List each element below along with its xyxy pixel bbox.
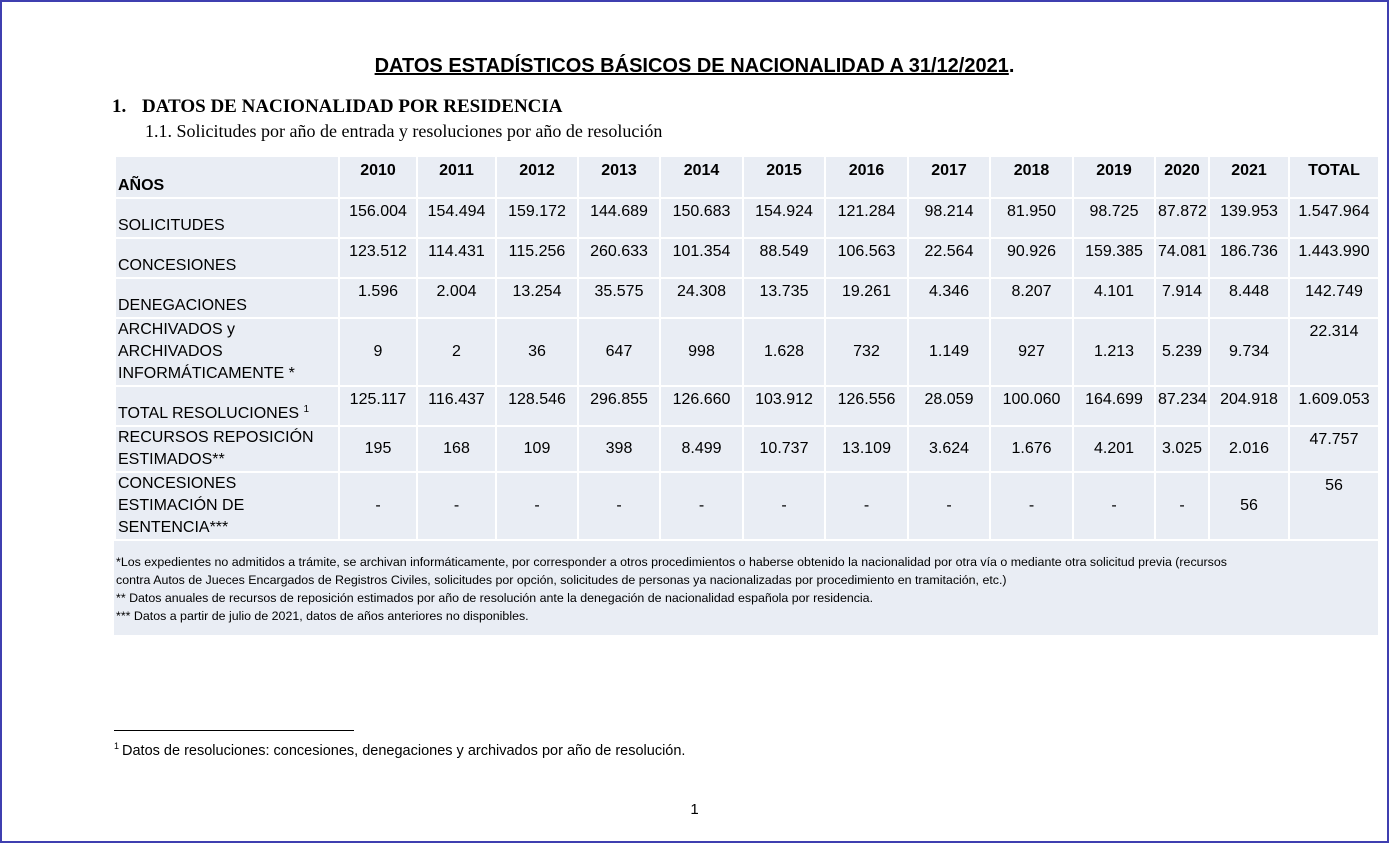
table-notes: [114, 541, 1378, 635]
table-cell: 35.575: [578, 278, 660, 318]
column-header: 2021: [1209, 156, 1289, 198]
table-cell: 139.953: [1209, 198, 1289, 238]
table-note: *Los expedientes no admitidos a trámite, se archivan informáticamente, por corresponder a otros procedimientos o haberse obtenido la nacionalidad por otra vía o mediante otra solicitud previa (recursos: [116, 555, 1227, 569]
table-cell: 109: [496, 426, 578, 472]
table-cell: 1.213: [1073, 318, 1155, 386]
table-cell: 159.172: [496, 198, 578, 238]
table-cell: -: [578, 472, 660, 540]
row-label: ARCHIVADOS y ARCHIVADOS INFORMÁTICAMENTE *: [115, 318, 339, 386]
table-cell: 154.494: [417, 198, 496, 238]
table-cell: 1.596: [339, 278, 417, 318]
row-label-text: TOTAL RESOLUCIONES: [118, 405, 300, 422]
table-cell-total: 47.757: [1289, 426, 1379, 472]
table-cell: 1.676: [990, 426, 1073, 472]
footnote-reference: 1: [303, 404, 310, 415]
table-cell: -: [908, 472, 990, 540]
table-cell: 87.872: [1155, 198, 1209, 238]
table-cell: -: [417, 472, 496, 540]
footnote-marker: 1: [114, 741, 120, 751]
column-header: 2016: [825, 156, 908, 198]
table-cell: 260.633: [578, 238, 660, 278]
table-cell: 732: [825, 318, 908, 386]
table-cell: 13.735: [743, 278, 825, 318]
table-cell: 87.234: [1155, 386, 1209, 426]
column-header: 2017: [908, 156, 990, 198]
section-title: DATOS DE NACIONALIDAD POR RESIDENCIA: [142, 96, 563, 117]
table-cell-total: 22.314: [1289, 318, 1379, 386]
table-cell: 98.214: [908, 198, 990, 238]
footnote-separator: [114, 730, 354, 731]
row-header-label: AÑOS: [115, 156, 339, 198]
table-cell: 90.926: [990, 238, 1073, 278]
table-cell: 186.736: [1209, 238, 1289, 278]
table-cell: 36: [496, 318, 578, 386]
table-cell: 159.385: [1073, 238, 1155, 278]
table-cell: 88.549: [743, 238, 825, 278]
table-cell: 103.912: [743, 386, 825, 426]
table-cell: 8.207: [990, 278, 1073, 318]
table-cell: 1.149: [908, 318, 990, 386]
table-cell: 74.081: [1155, 238, 1209, 278]
table-row-concesiones: [115, 238, 1379, 278]
table-cell: 3.624: [908, 426, 990, 472]
table-row-concesiones-sentencia: [115, 472, 1379, 540]
column-header-total: TOTAL: [1289, 156, 1379, 198]
row-label: SOLICITUDES: [115, 198, 339, 238]
column-header: 2010: [339, 156, 417, 198]
row-label: RECURSOS REPOSICIÓN ESTIMADOS**: [115, 426, 339, 472]
table-cell-total: 1.547.964: [1289, 198, 1379, 238]
table-cell: 647: [578, 318, 660, 386]
table-cell: -: [743, 472, 825, 540]
column-header: 2014: [660, 156, 743, 198]
table-cell: -: [825, 472, 908, 540]
table-cell: 100.060: [990, 386, 1073, 426]
table-cell: 19.261: [825, 278, 908, 318]
table-cell: 28.059: [908, 386, 990, 426]
table-cell: 144.689: [578, 198, 660, 238]
table-cell: 4.346: [908, 278, 990, 318]
table-cell: 10.737: [743, 426, 825, 472]
row-label: CONCESIONES: [115, 238, 339, 278]
page-number: 1: [690, 801, 699, 818]
column-header: 2013: [578, 156, 660, 198]
table-cell: 24.308: [660, 278, 743, 318]
table-cell: 8.499: [660, 426, 743, 472]
document-title-text: DATOS ESTADÍSTICOS BÁSICOS DE NACIONALIDAD A 31/12/2021: [374, 55, 1009, 77]
table-cell-total: 1.609.053: [1289, 386, 1379, 426]
table-cell: 4.201: [1073, 426, 1155, 472]
table-cell: -: [496, 472, 578, 540]
table-row-solicitudes: [115, 198, 1379, 238]
statistics-table-container: [114, 155, 1378, 635]
table-cell: 2.016: [1209, 426, 1289, 472]
table-cell: 164.699: [1073, 386, 1155, 426]
table-cell: -: [1073, 472, 1155, 540]
section-heading: [112, 96, 563, 118]
table-row-recursos-reposicion: [115, 426, 1379, 472]
table-cell-total: 56: [1289, 472, 1379, 540]
table-cell: 114.431: [417, 238, 496, 278]
section-subtitle: 1.1. Solicitudes por año de entrada y resoluciones por año de resolución: [145, 121, 663, 141]
table-cell: 123.512: [339, 238, 417, 278]
table-cell-total: 142.749: [1289, 278, 1379, 318]
table-cell: 4.101: [1073, 278, 1155, 318]
table-cell: 101.354: [660, 238, 743, 278]
document-title-period: .: [1008, 55, 1015, 77]
table-cell: 126.660: [660, 386, 743, 426]
nationality-statistics-table: [114, 155, 1380, 541]
document-title: [2, 55, 1387, 78]
table-cell: 154.924: [743, 198, 825, 238]
table-cell: 121.284: [825, 198, 908, 238]
table-cell: -: [660, 472, 743, 540]
table-cell-total: 1.443.990: [1289, 238, 1379, 278]
table-cell: 116.437: [417, 386, 496, 426]
column-header: 2018: [990, 156, 1073, 198]
table-cell: 150.683: [660, 198, 743, 238]
table-cell: -: [339, 472, 417, 540]
table-cell: 156.004: [339, 198, 417, 238]
table-cell: 125.117: [339, 386, 417, 426]
table-cell: 81.950: [990, 198, 1073, 238]
table-row-denegaciones: [115, 278, 1379, 318]
footnote-text: Datos de resoluciones: concesiones, denegaciones y archivados por año de resolución.: [122, 743, 686, 759]
table-cell: 126.556: [825, 386, 908, 426]
row-label: [115, 386, 339, 426]
table-note: *** Datos a partir de julio de 2021, datos de años anteriores no disponibles.: [116, 609, 529, 623]
table-cell: 5.239: [1155, 318, 1209, 386]
table-cell: -: [990, 472, 1073, 540]
section-number: 1.: [112, 96, 127, 117]
table-row-archivados: [115, 318, 1379, 386]
table-cell: 115.256: [496, 238, 578, 278]
table-cell: 9: [339, 318, 417, 386]
table-cell: 56: [1209, 472, 1289, 540]
row-label: DENEGACIONES: [115, 278, 339, 318]
page-footnote: [114, 741, 685, 759]
table-cell: 13.254: [496, 278, 578, 318]
table-cell: -: [1155, 472, 1209, 540]
table-cell: 22.564: [908, 238, 990, 278]
table-cell: 9.734: [1209, 318, 1289, 386]
table-cell: 7.914: [1155, 278, 1209, 318]
column-header: 2012: [496, 156, 578, 198]
table-cell: 98.725: [1073, 198, 1155, 238]
table-cell: 398: [578, 426, 660, 472]
table-cell: 1.628: [743, 318, 825, 386]
table-cell: 168: [417, 426, 496, 472]
table-cell: 3.025: [1155, 426, 1209, 472]
table-cell: 128.546: [496, 386, 578, 426]
table-cell: 8.448: [1209, 278, 1289, 318]
table-cell: 2: [417, 318, 496, 386]
table-cell: 998: [660, 318, 743, 386]
table-note: contra Autos de Jueces Encargados de Registros Civiles, solicitudes por opción, solicitudes de personas ya nacionalizadas por procedimiento en tramitación, etc.): [116, 573, 1007, 587]
table-header-row: [115, 156, 1379, 198]
table-note: ** Datos anuales de recursos de reposición estimados por año de resolución ante la denegación de nacionalidad española por residencia.: [116, 591, 874, 605]
row-label: CONCESIONES ESTIMACIÓN DE SENTENCIA***: [115, 472, 339, 540]
table-cell: 2.004: [417, 278, 496, 318]
column-header: 2020: [1155, 156, 1209, 198]
table-cell: 195: [339, 426, 417, 472]
column-header: 2011: [417, 156, 496, 198]
column-header: 2015: [743, 156, 825, 198]
table-cell: 106.563: [825, 238, 908, 278]
table-cell: 296.855: [578, 386, 660, 426]
table-cell: 204.918: [1209, 386, 1289, 426]
column-header: 2019: [1073, 156, 1155, 198]
table-row-total-resoluciones: [115, 386, 1379, 426]
table-cell: 927: [990, 318, 1073, 386]
table-cell: 13.109: [825, 426, 908, 472]
